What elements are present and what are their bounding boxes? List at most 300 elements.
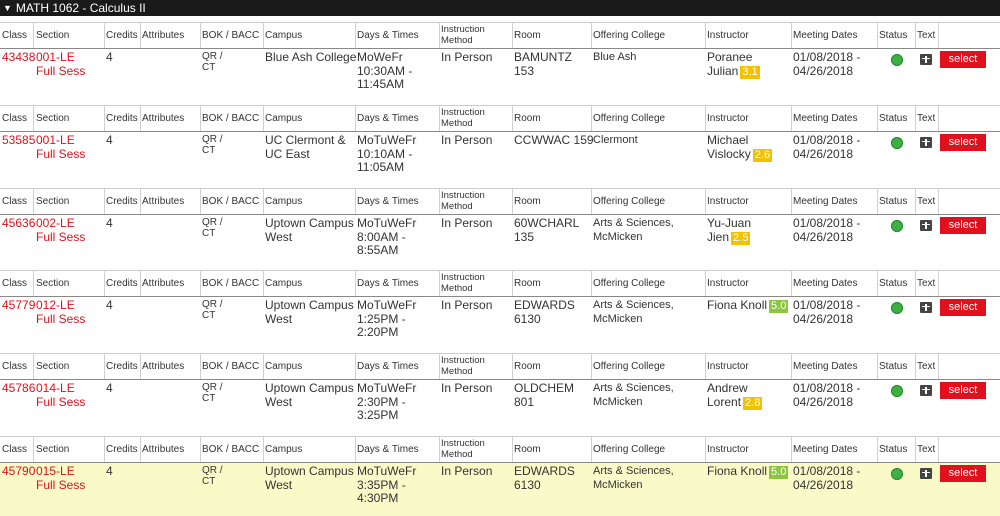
column-divider xyxy=(439,436,440,462)
days-times-value-line: 11:45AM xyxy=(357,77,405,91)
header-credits: Credits xyxy=(106,195,138,207)
bok-bacc-value-line: QR / xyxy=(202,382,223,393)
column-divider xyxy=(705,436,706,462)
header-class: Class xyxy=(2,29,28,41)
instructor-name-line2: Lorent xyxy=(707,394,742,409)
section-info xyxy=(36,134,85,161)
header-offering-college: Offering College xyxy=(593,112,666,124)
status-open-icon xyxy=(891,385,903,397)
column-divider xyxy=(705,22,706,48)
column-divider xyxy=(355,188,356,214)
course-title-bar[interactable] xyxy=(0,0,1000,16)
header-meeting-dates: Meeting Dates xyxy=(793,360,858,372)
header-instruction-line1: Instruction xyxy=(441,355,485,366)
column-divider xyxy=(33,436,34,462)
instructor-name-line2: Vislocky xyxy=(707,146,751,161)
meeting-dates-value xyxy=(793,134,860,161)
section-info-line: 001-LE xyxy=(36,133,75,147)
column-divider xyxy=(200,270,201,296)
course-title: MATH 1062 - Calculus II xyxy=(15,1,146,15)
select-button[interactable]: select xyxy=(940,134,986,151)
meeting-dates-value xyxy=(793,217,860,244)
room-value-line: 153 xyxy=(514,63,535,78)
section-header-row xyxy=(0,436,1000,462)
column-divider xyxy=(591,353,592,379)
meeting-dates-value-line: 04/26/2018 xyxy=(793,229,854,244)
instructor-name-line1: Poranee xyxy=(707,50,753,64)
header-section: Section xyxy=(36,29,70,41)
header-text: Text xyxy=(917,360,936,372)
header-class: Class xyxy=(2,360,28,372)
campus-value-line: West xyxy=(265,229,293,244)
meeting-dates-value-line: 01/08/2018 - xyxy=(793,216,861,230)
header-instruction-method xyxy=(441,188,485,214)
header-instruction-line1: Instruction xyxy=(441,272,485,283)
room-value xyxy=(514,465,575,492)
column-divider xyxy=(33,353,34,379)
header-instruction-line2: Method xyxy=(441,283,473,294)
column-divider xyxy=(915,436,916,462)
column-divider xyxy=(104,22,105,48)
header-offering-college: Offering College xyxy=(593,29,666,41)
instructor-rating-badge[interactable]: 5.0 xyxy=(771,300,787,312)
column-divider xyxy=(938,22,939,48)
meeting-dates-value-line: 04/26/2018 xyxy=(793,63,854,78)
column-divider xyxy=(355,436,356,462)
header-room: Room xyxy=(514,443,541,455)
course-section-block xyxy=(0,270,1000,350)
header-instruction-line1: Instruction xyxy=(441,438,485,449)
instructor-name-line1: Andrew xyxy=(707,381,748,395)
class-number-link[interactable]: 45779 xyxy=(2,298,36,312)
header-instruction-line2: Method xyxy=(441,449,473,460)
header-room: Room xyxy=(514,112,541,124)
section-info-line: Full Sess xyxy=(36,394,86,409)
header-class: Class xyxy=(2,195,28,207)
header-campus: Campus xyxy=(265,112,303,124)
header-instructor: Instructor xyxy=(707,443,749,455)
header-room: Room xyxy=(514,277,541,289)
days-times-value xyxy=(357,382,416,423)
column-divider xyxy=(104,188,105,214)
header-room: Room xyxy=(514,29,541,41)
bok-bacc-value-line: CT xyxy=(202,393,216,404)
select-button[interactable]: select xyxy=(940,465,986,482)
column-divider xyxy=(512,270,513,296)
select-button[interactable]: select xyxy=(940,299,986,316)
bok-bacc-value-line: CT xyxy=(202,228,216,239)
column-divider xyxy=(705,188,706,214)
status-open-icon xyxy=(891,54,903,66)
column-divider xyxy=(877,105,878,131)
offering-college-value xyxy=(593,465,674,492)
header-campus: Campus xyxy=(265,360,303,372)
select-button[interactable]: select xyxy=(940,217,986,234)
header-instruction-line2: Method xyxy=(441,366,473,377)
bok-bacc-value xyxy=(202,299,223,321)
header-instruction-line1: Instruction xyxy=(441,107,485,118)
days-times-value-line: 3:25PM xyxy=(357,408,399,422)
bok-bacc-value-line: QR / xyxy=(202,299,223,310)
column-divider xyxy=(915,105,916,131)
header-campus: Campus xyxy=(265,29,303,41)
room-value-line: 801 xyxy=(514,394,535,409)
status-open-icon xyxy=(891,302,903,314)
campus-value xyxy=(265,51,356,65)
collapse-triangle-icon[interactable]: ▼ xyxy=(3,3,12,13)
instruction-method-value: In Person xyxy=(441,216,493,230)
header-meeting-dates: Meeting Dates xyxy=(793,195,858,207)
header-bok-bacc: BOK / BACC xyxy=(202,277,260,289)
instructor-rating-badge[interactable]: 5.0 xyxy=(771,466,787,478)
column-divider xyxy=(439,188,440,214)
meeting-dates-value xyxy=(793,299,860,326)
section-info-line: 001-LE xyxy=(36,50,75,64)
meeting-dates-value-line: 01/08/2018 - xyxy=(793,298,861,312)
meeting-dates-value-line: 04/26/2018 xyxy=(793,477,854,492)
column-divider xyxy=(33,188,34,214)
section-header-row xyxy=(0,353,1000,379)
room-value xyxy=(514,51,572,78)
header-offering-college: Offering College xyxy=(593,443,666,455)
header-days-times: Days & Times xyxy=(357,443,419,455)
campus-value-line: West xyxy=(265,477,293,492)
status-open-icon xyxy=(891,220,903,232)
header-credits: Credits xyxy=(106,277,138,289)
header-bok-bacc: BOK / BACC xyxy=(202,443,260,455)
header-status: Status xyxy=(879,443,908,455)
instructor-name-line1: Fiona Knoll xyxy=(707,298,768,312)
column-divider xyxy=(938,353,939,379)
select-button[interactable]: select xyxy=(940,51,986,68)
column-divider xyxy=(877,436,878,462)
credits-value: 4 xyxy=(106,464,113,478)
class-number-link[interactable]: 45636 xyxy=(2,216,36,230)
column-divider xyxy=(263,105,264,131)
column-divider xyxy=(705,105,706,131)
header-meeting-dates: Meeting Dates xyxy=(793,112,858,124)
column-divider xyxy=(355,105,356,131)
room-value-line: OLDCHEM xyxy=(514,381,575,395)
campus-value-line: Uptown Campus xyxy=(265,381,354,395)
header-instruction-line2: Method xyxy=(441,35,473,46)
instructor-value xyxy=(707,217,751,245)
column-divider xyxy=(591,105,592,131)
header-offering-college: Offering College xyxy=(593,195,666,207)
meeting-dates-value-line: 01/08/2018 - xyxy=(793,133,861,147)
instructor-name-line2: Julian xyxy=(707,63,739,78)
offering-college-value-line: Arts & Sciences, xyxy=(593,217,674,229)
bok-bacc-value-line: CT xyxy=(202,145,216,156)
days-times-value-line: 10:30AM - xyxy=(357,63,413,78)
campus-value-line: West xyxy=(265,311,293,326)
campus-value-line: UC Clermont & xyxy=(265,133,346,147)
column-divider xyxy=(355,22,356,48)
column-divider xyxy=(938,436,939,462)
column-divider xyxy=(591,270,592,296)
column-divider xyxy=(915,188,916,214)
column-divider xyxy=(877,353,878,379)
section-data-row xyxy=(0,215,1000,268)
header-days-times: Days & Times xyxy=(357,360,419,372)
column-divider xyxy=(263,22,264,48)
column-divider xyxy=(791,22,792,48)
days-times-value-line: 1:25PM - xyxy=(357,311,406,326)
section-info-line: Full Sess xyxy=(36,146,86,161)
instructor-rating-badge[interactable]: 2.5 xyxy=(733,231,749,244)
column-divider xyxy=(263,353,264,379)
header-instruction-method xyxy=(441,105,485,131)
header-instruction-method xyxy=(441,22,485,48)
bok-bacc-value-line: QR / xyxy=(202,217,223,228)
campus-value-line: Blue Ash College xyxy=(265,50,357,64)
column-divider xyxy=(791,353,792,379)
column-divider xyxy=(104,436,105,462)
offering-college-value-line: McMicken xyxy=(593,312,643,325)
bok-bacc-value-line: QR / xyxy=(202,465,223,476)
header-bok-bacc: BOK / BACC xyxy=(202,112,260,124)
days-times-value-line: MoTuWeFr xyxy=(357,464,417,478)
header-attributes: Attributes xyxy=(142,277,185,289)
column-divider xyxy=(200,436,201,462)
campus-value-line: Uptown Campus xyxy=(265,298,354,312)
offering-college-value xyxy=(593,51,636,65)
room-value-line: 6130 xyxy=(514,311,541,326)
offering-college-value-line: Arts & Sciences, xyxy=(593,299,674,311)
column-divider xyxy=(104,353,105,379)
instructor-name-line1: Michael xyxy=(707,133,749,147)
room-value xyxy=(514,382,574,409)
header-days-times: Days & Times xyxy=(357,195,419,207)
room-value-line: EDWARDS xyxy=(514,298,575,312)
header-campus: Campus xyxy=(265,443,303,455)
section-data-row xyxy=(0,132,1000,185)
campus-value xyxy=(265,217,354,244)
column-divider xyxy=(877,188,878,214)
instructor-rating-badge[interactable]: 3.1 xyxy=(742,65,758,78)
section-header-row xyxy=(0,270,1000,296)
column-divider xyxy=(705,270,706,296)
header-status: Status xyxy=(879,195,908,207)
section-data-row xyxy=(0,380,1000,433)
days-times-value-line: MoTuWeFr xyxy=(357,298,417,312)
campus-value-line: UC East xyxy=(265,146,310,161)
header-status: Status xyxy=(879,29,908,41)
room-value-line: BAMUNTZ xyxy=(514,50,572,64)
section-header-row xyxy=(0,188,1000,214)
bok-bacc-value xyxy=(202,382,223,404)
column-divider xyxy=(439,22,440,48)
campus-value xyxy=(265,382,354,409)
header-instruction-method xyxy=(441,353,485,379)
textbook-icon[interactable] xyxy=(920,468,932,479)
instruction-method-value: In Person xyxy=(441,50,493,64)
bok-bacc-value-line: CT xyxy=(202,310,216,321)
section-info-line: 012-LE xyxy=(36,298,75,312)
instructor-value xyxy=(707,51,760,79)
offering-college-value-line: Blue Ash xyxy=(593,51,637,63)
column-divider xyxy=(938,270,939,296)
campus-value xyxy=(265,299,354,326)
column-divider xyxy=(791,188,792,214)
days-times-value xyxy=(357,134,416,175)
campus-value-line: West xyxy=(265,394,293,409)
offering-college-value-line: Arts & Sciences, xyxy=(593,382,674,394)
campus-value xyxy=(265,465,354,492)
instruction-method-value: In Person xyxy=(441,381,493,395)
column-divider xyxy=(200,105,201,131)
column-divider xyxy=(591,188,592,214)
meeting-dates-value xyxy=(793,382,860,409)
instruction-method-value: In Person xyxy=(441,464,493,478)
column-divider xyxy=(355,353,356,379)
room-value-line: EDWARDS xyxy=(514,464,575,478)
section-data-row xyxy=(0,463,1000,516)
days-times-value-line: MoTuWeFr xyxy=(357,381,417,395)
header-status: Status xyxy=(879,112,908,124)
instruction-method-value: In Person xyxy=(441,133,493,147)
column-divider xyxy=(705,353,706,379)
column-divider xyxy=(877,22,878,48)
class-number-link[interactable]: 53585 xyxy=(2,133,36,147)
meeting-dates-value-line: 01/08/2018 - xyxy=(793,50,861,64)
room-value-line: CCWWAC 159 xyxy=(514,133,594,147)
instructor-rating-badge[interactable]: 2.6 xyxy=(754,148,771,161)
days-times-value-line: 2:20PM xyxy=(357,325,399,339)
column-divider xyxy=(439,105,440,131)
section-info-line: Full Sess xyxy=(36,477,86,492)
header-class: Class xyxy=(2,443,28,455)
header-section: Section xyxy=(36,195,70,207)
meeting-dates-value-line: 04/26/2018 xyxy=(793,311,854,326)
meeting-dates-value-line: 01/08/2018 - xyxy=(793,464,861,478)
course-section-block xyxy=(0,22,1000,102)
credits-value: 4 xyxy=(106,216,113,230)
room-value-line: 135 xyxy=(514,229,535,244)
class-number-link[interactable]: 45786 xyxy=(2,381,36,395)
meeting-dates-value-line: 04/26/2018 xyxy=(793,146,854,161)
campus-value-line: Uptown Campus xyxy=(265,216,354,230)
header-credits: Credits xyxy=(106,360,138,372)
class-number-link[interactable]: 43438 xyxy=(2,50,36,64)
instruction-method-value: In Person xyxy=(441,298,493,312)
offering-college-value xyxy=(593,217,674,244)
column-divider xyxy=(439,353,440,379)
column-divider xyxy=(104,270,105,296)
column-divider xyxy=(512,188,513,214)
instructor-name-line1: Fiona Knoll xyxy=(707,464,768,478)
header-status: Status xyxy=(879,277,908,289)
column-divider xyxy=(140,353,141,379)
column-divider xyxy=(33,270,34,296)
header-days-times: Days & Times xyxy=(357,112,419,124)
section-info-line: Full Sess xyxy=(36,229,86,244)
column-divider xyxy=(591,22,592,48)
instructor-rating-badge[interactable]: 2.8 xyxy=(745,396,761,409)
class-number-link[interactable]: 45790 xyxy=(2,464,36,478)
textbook-icon[interactable] xyxy=(920,302,932,313)
header-text: Text xyxy=(917,195,936,207)
column-divider xyxy=(140,436,141,462)
header-instruction-line1: Instruction xyxy=(441,24,485,35)
column-divider xyxy=(263,188,264,214)
section-info xyxy=(36,217,85,244)
offering-college-value xyxy=(593,299,674,326)
textbook-icon[interactable] xyxy=(920,385,932,396)
section-header-row xyxy=(0,105,1000,131)
column-divider xyxy=(140,270,141,296)
header-room: Room xyxy=(514,360,541,372)
header-instructor: Instructor xyxy=(707,195,749,207)
header-campus: Campus xyxy=(265,277,303,289)
header-campus: Campus xyxy=(265,195,303,207)
header-section: Section xyxy=(36,360,70,372)
section-info-line: Full Sess xyxy=(36,311,86,326)
days-times-value-line: 2:30PM - xyxy=(357,394,406,409)
section-info-line: 015-LE xyxy=(36,464,75,478)
column-divider xyxy=(263,270,264,296)
status-open-icon xyxy=(891,468,903,480)
bok-bacc-value xyxy=(202,51,223,73)
room-value xyxy=(514,299,575,326)
header-bok-bacc: BOK / BACC xyxy=(202,360,260,372)
header-attributes: Attributes xyxy=(142,443,185,455)
days-times-value-line: 11:05AM xyxy=(357,160,405,174)
section-info xyxy=(36,465,85,492)
column-divider xyxy=(263,436,264,462)
section-info-line: 002-LE xyxy=(36,216,75,230)
credits-value: 4 xyxy=(106,50,113,64)
meeting-dates-value-line: 04/26/2018 xyxy=(793,394,854,409)
header-class: Class xyxy=(2,277,28,289)
section-info-line: Full Sess xyxy=(36,63,86,78)
select-button[interactable]: select xyxy=(940,382,986,399)
header-instructor: Instructor xyxy=(707,360,749,372)
bok-bacc-value-line: QR / xyxy=(202,51,223,62)
column-divider xyxy=(938,188,939,214)
course-section-block xyxy=(0,188,1000,268)
room-value xyxy=(514,134,594,148)
days-times-value-line: 10:10AM - xyxy=(357,146,413,161)
header-section: Section xyxy=(36,112,70,124)
header-attributes: Attributes xyxy=(142,195,185,207)
column-divider xyxy=(512,436,513,462)
header-meeting-dates: Meeting Dates xyxy=(793,29,858,41)
days-times-value-line: 8:00AM - xyxy=(357,229,406,244)
textbook-icon[interactable] xyxy=(920,220,932,231)
campus-value xyxy=(265,134,346,161)
header-days-times: Days & Times xyxy=(357,29,419,41)
textbook-icon[interactable] xyxy=(920,137,932,148)
column-divider xyxy=(915,270,916,296)
column-divider xyxy=(140,105,141,131)
textbook-icon[interactable] xyxy=(920,54,932,65)
column-divider xyxy=(140,22,141,48)
header-credits: Credits xyxy=(106,112,138,124)
instructor-name-line1: Yu-Juan xyxy=(707,216,752,230)
days-times-value-line: MoTuWeFr xyxy=(357,133,417,147)
header-bok-bacc: BOK / BACC xyxy=(202,29,260,41)
header-attributes: Attributes xyxy=(142,112,185,124)
bok-bacc-value xyxy=(202,217,223,239)
header-text: Text xyxy=(917,277,936,289)
bok-bacc-value-line: CT xyxy=(202,476,216,487)
column-divider xyxy=(591,436,592,462)
section-info xyxy=(36,51,85,78)
column-divider xyxy=(200,22,201,48)
days-times-value-line: 4:30PM xyxy=(357,491,399,505)
section-data-row xyxy=(0,297,1000,350)
